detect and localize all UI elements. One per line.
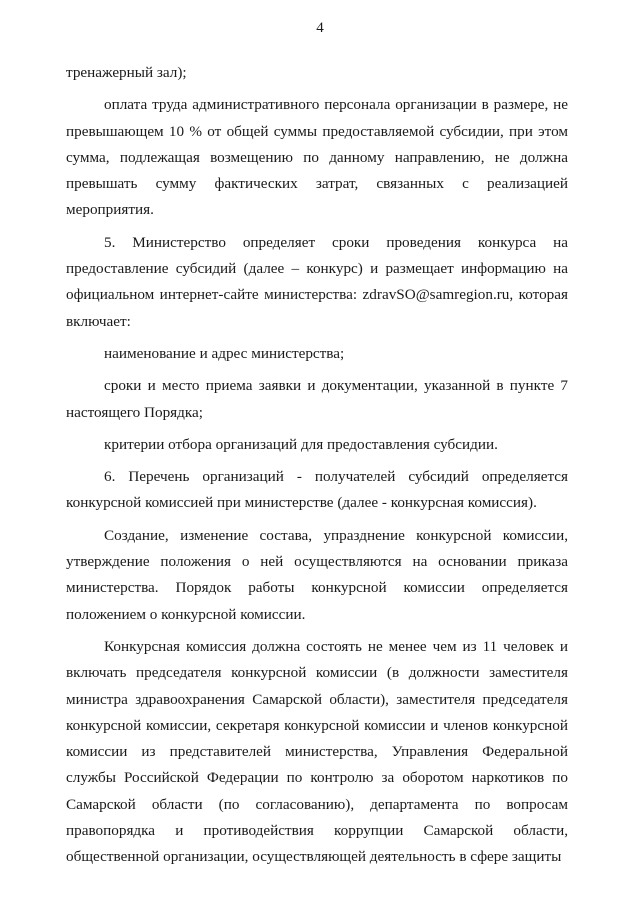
list-item: наименование и адрес министерства; (104, 344, 345, 362)
paragraph: 5. Министерство определяет сроки проведения конкурса на предоставление субсидий (далее – конкурс) и размещает информацию на официальном интернет-сайте министерства: zdravSO@samregion.ru, которая включает: (66, 233, 568, 330)
document-body (66, 60, 568, 871)
paragraph: оплата труда административного персонала организации в размере, не превышающем 10 % от общей суммы предоставляемой субсидии, при этом сумма, подлежащая возмещению по данному направлению, не должна превышать сумму фактических затрат, связанных с реализацией мероприятия. (66, 96, 568, 219)
list-item: сроки и место приема заявки и документации, указанной в пункте 7 настоящего Порядка; (66, 377, 568, 421)
paragraph: Конкурсная комиссия должна состоять не менее чем из 11 человек и включать председателя конкурсной комиссии (в должности заместителя министра здравоохранения Самарской области), заместителя председателя конкурсной комиссии, секретаря конкурсной комиссии и членов конкурсной комиссии из представителей министерства, Управления Федеральной службы Российской Федерации по контролю за оборотом наркотиков по Самарской области (по согласованию), департамента по вопросам правопорядка и противодействия коррупции Самарской области, общественной организации, осуществляющей деятельность в сфере защиты (66, 637, 568, 866)
paragraph: 6. Перечень организаций - получателей субсидий определяется конкурсной комиссией при министерстве (далее - конкурсная комиссия). (66, 468, 568, 512)
list-item: критерии отбора организаций для предоставления субсидии. (104, 435, 498, 453)
page-number: 4 (316, 20, 324, 36)
paragraph: Создание, изменение состава, упразднение конкурсной комиссии, утверждение положения о ней осуществляются на основании приказа министерства. Порядок работы конкурсной комиссии определяется положением о конкурсной комиссии. (66, 526, 568, 623)
paragraph: тренажерный зал); (66, 64, 187, 81)
